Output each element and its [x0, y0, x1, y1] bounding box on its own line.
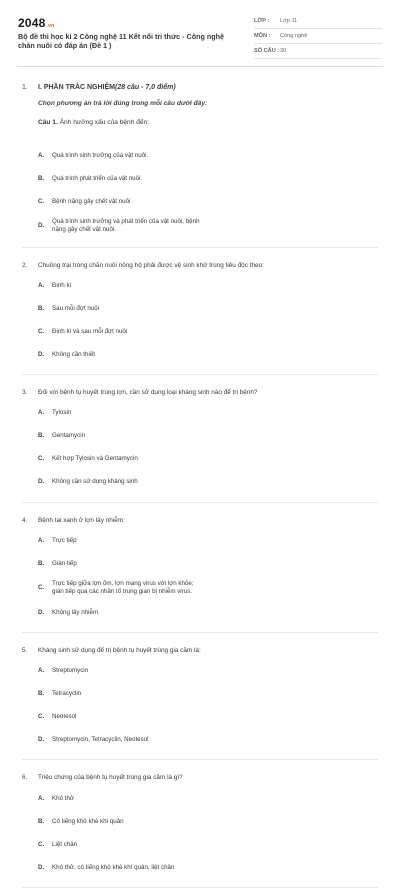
- page-header: [18, 14, 382, 62]
- option-text: Quá trình sinh trưởng của vật nuôi.: [52, 151, 149, 159]
- question-block: [22, 517, 378, 633]
- option-text: Gián tiếp: [52, 559, 77, 567]
- question-number: 6.: [22, 774, 28, 782]
- option-letter: B.: [38, 559, 45, 567]
- section-instruction: Chọn phương án trả lời đúng trong mỗi câu dưới đây:: [38, 100, 208, 107]
- option-letter: D.: [38, 736, 45, 744]
- option-text: Gentamycin: [52, 432, 86, 440]
- answer-options: [38, 398, 378, 490]
- option-letter: A.: [38, 281, 45, 289]
- question-block: [22, 774, 378, 888]
- option-letter: D.: [38, 863, 45, 871]
- question-text: Triệu chứng của bệnh tụ huyết trùng gia cầm là gì?: [38, 774, 183, 782]
- answer-option[interactable]: [38, 172, 210, 186]
- option-text: Quá trình sinh trưởng và phát triển của vật nuôi, bệnh nặng gây chết vật nuôi.: [52, 218, 200, 234]
- meta-row-class: [254, 14, 382, 29]
- option-text: Quá trình phát triển của vật nuôi.: [52, 174, 143, 182]
- option-text: Trực tiếp: [52, 536, 77, 544]
- question-divider: [22, 374, 378, 375]
- question-1: [38, 119, 378, 128]
- option-text: Khó thở: [52, 794, 74, 802]
- option-text: Định kì và sau mỗi đợt nuôi: [52, 327, 128, 335]
- question-number: 3.: [22, 389, 28, 397]
- answer-option[interactable]: [38, 710, 210, 724]
- option-text: Trực tiếp giữa lợn ốm, lợn mang virus với lợn khỏe; gián tiếp qua các nhân tố trung gian bị nhiễm virus.: [52, 580, 194, 596]
- option-text: Định kì: [52, 281, 72, 289]
- answer-option[interactable]: [38, 325, 210, 339]
- option-text: Bệnh nặng gây chết vật nuôi: [52, 197, 131, 205]
- question-number: 5.: [22, 646, 28, 654]
- option-letter: B.: [38, 174, 45, 182]
- answer-option[interactable]: [38, 861, 210, 875]
- answer-option[interactable]: [38, 838, 210, 852]
- option-text: Tylosin: [52, 409, 72, 417]
- answer-options: [38, 270, 378, 362]
- meta-row-count: [254, 44, 382, 59]
- section-title: I. PHẦN TRẮC NGHIỆM: [38, 83, 115, 91]
- meta-table: [254, 14, 382, 59]
- option-letter: C.: [38, 327, 45, 335]
- answer-option[interactable]: [38, 815, 210, 829]
- option-text: Không cần sử dụng kháng sinh: [52, 478, 138, 486]
- option-letter: A.: [38, 536, 45, 544]
- option-letter: A.: [38, 667, 45, 675]
- question-text: Đối với bệnh tụ huyết trùng lợn, cần sử dụng loại kháng sinh nào để trị bệnh?: [38, 389, 258, 397]
- meta-key: SỐ CÂU :: [254, 48, 280, 54]
- option-text: Có tiếng khò khè khi quản: [52, 817, 124, 825]
- section-points: (28 câu - 7,0 điểm): [115, 83, 176, 91]
- question-divider: [22, 759, 378, 760]
- question-divider: [22, 502, 378, 503]
- question-text: Kháng sinh sử dụng để trị bệnh tụ huyết trùng gia cầm là:: [38, 646, 201, 654]
- answer-option[interactable]: [38, 557, 210, 571]
- meta-row-subject: [254, 29, 382, 44]
- question-divider: [22, 632, 378, 633]
- meta-key: LỚP :: [254, 18, 270, 24]
- answer-option[interactable]: [38, 430, 210, 444]
- question-number: 4.: [22, 516, 28, 524]
- option-letter: C.: [38, 197, 45, 205]
- option-text: Không lây nhiễm: [52, 608, 99, 616]
- option-text: Streptomycin, Tetracyclin, Neotesol: [52, 736, 149, 744]
- question-list: [22, 140, 378, 888]
- answer-option[interactable]: [38, 218, 210, 235]
- answer-option[interactable]: [38, 792, 210, 806]
- answer-option[interactable]: [38, 302, 210, 316]
- meta-value: Lớp 11: [280, 18, 298, 24]
- meta-value: Công nghệ: [280, 33, 308, 39]
- site-logo[interactable]: 2048.vn: [18, 16, 55, 30]
- answer-option[interactable]: [38, 534, 210, 548]
- option-letter: C.: [38, 840, 45, 848]
- option-letter: D.: [38, 350, 45, 358]
- question-stem: [22, 647, 378, 656]
- question-stem: [22, 517, 378, 526]
- option-text: Khó thở, có tiếng khò khè khí quản, liệt chân: [52, 863, 175, 871]
- answer-option[interactable]: [38, 279, 210, 293]
- answer-option[interactable]: [38, 453, 210, 467]
- option-letter: B.: [38, 304, 45, 312]
- answer-option[interactable]: [38, 733, 210, 747]
- section-heading: [22, 82, 378, 92]
- question-label: Câu 1.: [38, 119, 58, 126]
- question-block: [22, 140, 378, 248]
- question-stem: [22, 262, 378, 271]
- meta-key: MÔN :: [254, 33, 271, 39]
- option-letter: D.: [38, 478, 45, 486]
- meta-value: 30: [280, 48, 287, 54]
- question-stem: [22, 389, 378, 398]
- option-letter: A.: [38, 409, 45, 417]
- option-letter: D.: [38, 608, 45, 616]
- question-text: Chuồng trại trong chăn nuôi nông hộ phải được vệ sinh khử trùng tiêu độc theo:: [38, 261, 264, 269]
- question-text: Bệnh tai xanh ở lợn lây nhiễm:: [38, 516, 125, 524]
- option-text: Liệt chân: [52, 840, 78, 848]
- answer-options: [38, 783, 378, 875]
- option-text: Sau mỗi đợt nuôi: [52, 304, 100, 312]
- answer-options: [38, 525, 378, 620]
- option-letter: D.: [38, 222, 45, 230]
- answer-option[interactable]: [38, 687, 210, 701]
- option-letter: B.: [38, 432, 45, 440]
- question-block: [22, 389, 378, 503]
- answer-options: [38, 140, 378, 235]
- option-text: Neotesol: [52, 713, 77, 721]
- document-title: Bộ đề thi học kì 2 Công nghệ 11 Kết nối tri thức - Công nghệ chăn nuôi có đáp án (Đề 1 ): [18, 32, 225, 51]
- answer-option[interactable]: [38, 149, 210, 163]
- question-number: 2.: [22, 261, 28, 269]
- answer-options: [38, 655, 378, 747]
- option-letter: C.: [38, 584, 45, 592]
- option-letter: B.: [38, 817, 45, 825]
- option-letter: C.: [38, 455, 45, 463]
- option-text: Tetracyclin: [52, 690, 82, 698]
- exam-content: [22, 82, 378, 888]
- question-divider: [22, 247, 378, 248]
- option-text: Streptomycin: [52, 667, 89, 675]
- option-text: Kết hợp Tylosin và Gentamycin: [52, 455, 138, 463]
- answer-option[interactable]: [38, 348, 210, 362]
- option-letter: B.: [38, 690, 45, 698]
- question-block: [22, 262, 378, 376]
- answer-option[interactable]: [38, 195, 210, 209]
- option-letter: A.: [38, 794, 45, 802]
- answer-option[interactable]: [38, 476, 210, 490]
- answer-option[interactable]: [38, 606, 210, 620]
- section-number: 1.: [22, 83, 28, 91]
- option-letter: C.: [38, 713, 45, 721]
- option-letter: A.: [38, 151, 45, 159]
- question-text: Ảnh hưởng xấu của bệnh đến:: [59, 119, 150, 126]
- answer-option[interactable]: [38, 664, 210, 678]
- question-block: [22, 647, 378, 761]
- answer-option[interactable]: [38, 407, 210, 421]
- question-stem: [22, 774, 378, 783]
- answer-option[interactable]: [38, 580, 210, 597]
- option-text: Không cần thiết: [52, 350, 96, 358]
- header-divider: [18, 66, 382, 67]
